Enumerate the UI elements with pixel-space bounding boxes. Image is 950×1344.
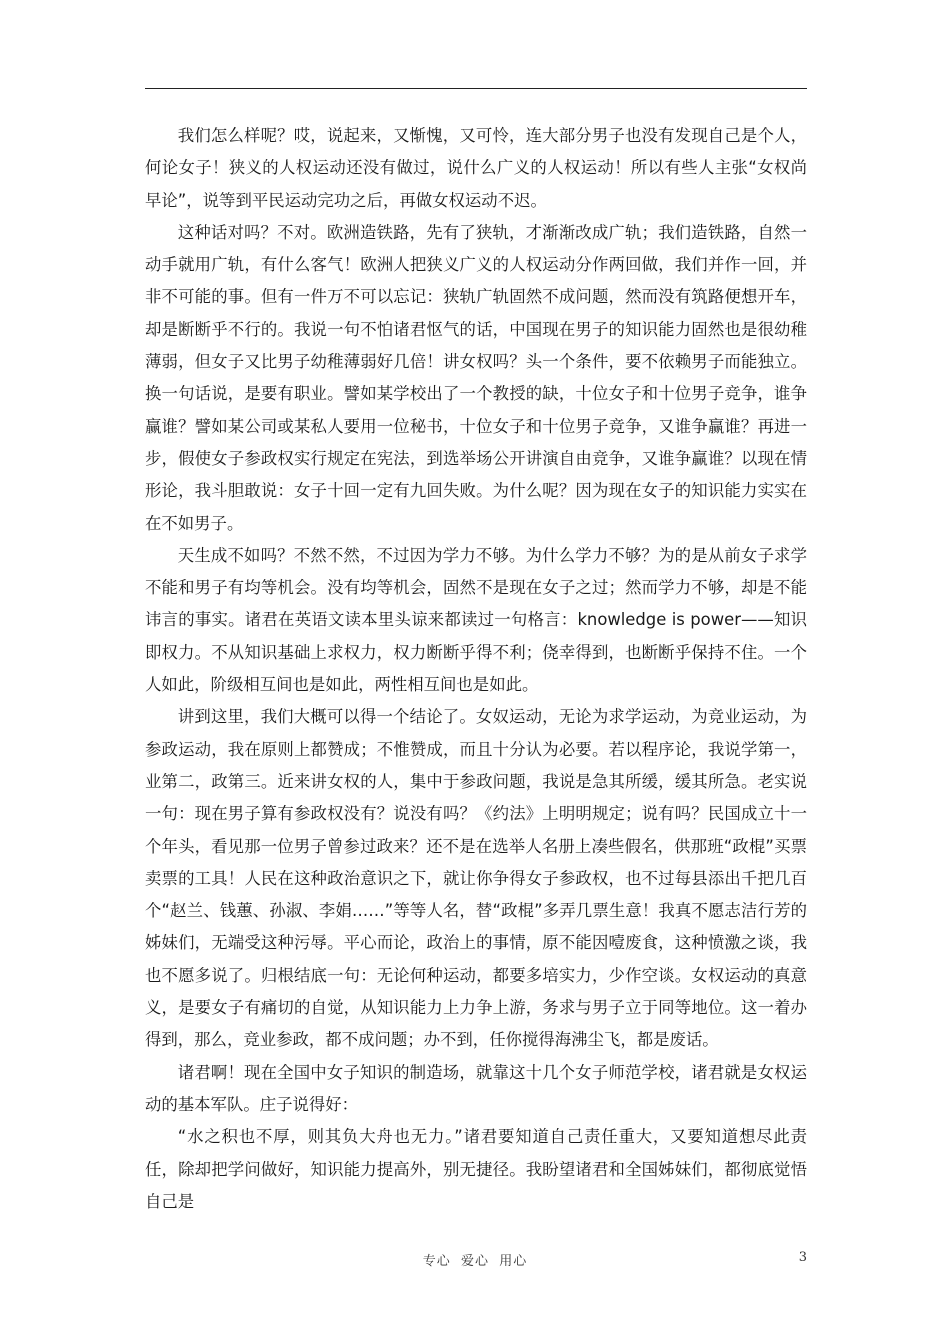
header-rule xyxy=(145,88,807,89)
paragraph: 讲到这里，我们大概可以得一个结论了。女奴运动，无论为求学运动，为竞业运动，为参政运动，我在原则上都赞成；不惟赞成，而且十分认为必要。若以程序论，我说学第一，业第二，政第三。近来讲女权的人，集中于参政问题，我说是急其所缓，缓其所急。老实说一句：现在男子算有参政权没有？说没有吗？《约法》上明明规定；说有吗？民国成立十一个年头，看见那一位男子曾参过政来？还不是在选举人名册上凑些假名，供那班“政棍”买票卖票的工具！人民在这种政治意识之下，就让你争得女子参政权，也不过每县添出千把几百个“赵兰、钱蕙、孙淑、李娟……”等等人名，替“政棍”多弄几票生意！我真不愿志洁行芳的姊妹们，无端受这种污辱。平心而论，政治上的事情，原不能因噎废食，这种愤激之谈，我也不愿多说了。归根结底一句：无论何种运动，都要多培实力，少作空谈。女权运动的真意义，是要女子有痛切的自觉，从知识能力上力争上游，务求与男子立于同等地位。这一着办得到，那么，竞业参政，都不成问题；办不到，任你搅得海沸尘飞，都是废话。 xyxy=(145,707,807,1050)
paragraph: 我们怎么样呢？哎，说起来，又惭愧，又可怜，连大部分男子也没有发现自己是个人，何论女子！狭义的人权运动还没有做过，说什么广义的人权运动！所以有些人主张“女权尚早论”，说等到平民运动完功之后，再做女权运动不迟。 xyxy=(145,126,807,210)
document-body xyxy=(145,120,807,1218)
page-number: 3 xyxy=(798,1250,807,1265)
paragraph: 天生成不如吗？不然不然，不过因为学力不够。为什么学力不够？为的是从前女子求学不能和男子有均等机会。没有均等机会，固然不是现在女子之过；然而学力不够，却是不能讳言的事实。诸君在英语文读本里头谅来都读过一句格言：knowledge is power——知识即权力。不从知识基础上求权力，权力断断乎得不利；侥幸得到，也断断乎保持不住。一个人如此，阶级相互间也是如此，两性相互间也是如此。 xyxy=(145,545,807,695)
paragraph: 诸君啊！现在全国中女子知识的制造场，就靠这十几个女子师范学校，诸君就是女权运动的基本军队。庄子说得好： xyxy=(145,1062,807,1114)
footer-motto: 专心 爱心 用心 xyxy=(422,1254,528,1269)
paragraph: 这种话对吗？不对。欧洲造铁路，先有了狭轨，才渐渐改成广轨；我们造铁路，自然一动手就用广轨，有什么客气！欧洲人把狭义广义的人权运动分作两回做，我们并作一回，并非不可能的事。但有一件万不可以忘记：狭轨广轨固然不成问题，然而没有筑路便想开车，却是断断乎不行的。我说一句不怕诸君怄气的话，中国现在男子的知识能力固然也是很幼稚薄弱，但女子又比男子幼稚薄弱好几倍！讲女权吗？头一个条件，要不依赖男子而能独立。换一句话说，是要有职业。譬如某学校出了一个教授的缺，十位女子和十位男子竞争，谁争赢谁？譬如某公司或某私人要用一位秘书，十位女子和十位男子竞争，又谁争赢谁？再进一步，假使女子参政权实行规定在宪法，到选举场公开讲演自由竞争，又谁争赢谁？以现在情形论，我斗胆敢说：女子十回一定有九回失败。为什么呢？因为现在女子的知识能力实实在在不如男子。 xyxy=(145,222,807,533)
paragraph: “水之积也不厚，则其负大舟也无力。”诸君要知道自己责任重大，又要知道想尽此责任，除却把学问做好，知识能力提高外，别无捷径。我盼望诸君和全国姊妹们，都彻底觉悟自己是 xyxy=(145,1127,807,1211)
